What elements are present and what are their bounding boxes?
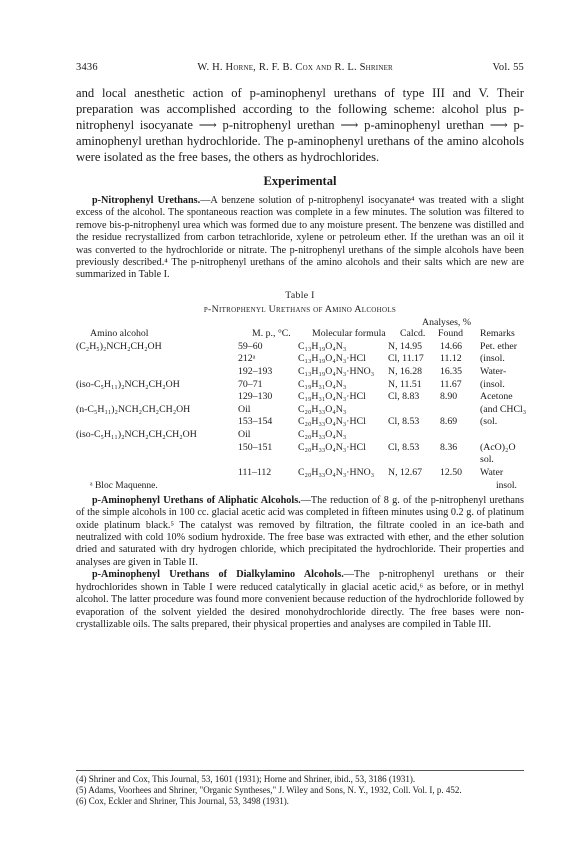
- table-cell: C₂₀H₃₃O₄N₃·HNO₃: [298, 466, 375, 478]
- table-cell: C₁₃H₁₉O₄N₃: [298, 340, 347, 352]
- running-authors: W. H. Horne, R. F. B. Cox and R. L. Shriner: [197, 62, 393, 73]
- table-cell: 8.90: [440, 391, 458, 403]
- table-cell: 12.50: [440, 466, 463, 478]
- table-cell: 11.12: [440, 353, 462, 365]
- column-header: Remarks: [480, 327, 515, 339]
- footnote: (4) Shriner and Cox, This Journal, 53, 1601 (1931); Horne and Shriner, ibid., 53, 3186 (1931).: [76, 774, 416, 784]
- table-cell: (iso-C₅H₁₁)₂NCH₂CH₂OH: [76, 378, 180, 390]
- table-cell: C₂₀H₃₃O₄N₃: [298, 429, 347, 441]
- analyses-header: Analyses, %: [422, 316, 471, 328]
- footnote: (5) Adams, Voorhees and Shriner, "Organic Syntheses," J. Wiley and Sons, N. Y., 1932, Coll. Vol. I, p. 452.: [76, 785, 462, 795]
- table-cell: Water-: [480, 366, 507, 378]
- table-cell: sol.: [480, 454, 494, 466]
- aliphatic-paragraph: [76, 495, 524, 569]
- table-cell: Cl, 8.53: [388, 416, 420, 428]
- paragraph-lead: p-Nitrophenyl Urethans.: [92, 195, 201, 206]
- table-cell: (and CHCl₃: [480, 403, 527, 415]
- column-header: Amino alcohol: [90, 327, 149, 339]
- paragraph-lead: p-Aminophenyl Urethans of Aliphatic Alcohols.: [92, 494, 301, 506]
- table-cell: N, 16.28: [388, 366, 423, 378]
- table-cell: C₂₀H₃₃O₄N₃·HCl: [298, 441, 366, 453]
- table-cell: C₁₃H₁₉O₄N₃·HCl: [298, 353, 366, 365]
- intro-paragraph: and local anesthetic action of p-aminophenyl urethans of type III and V. Their preparation was accomplished according to the following scheme: alcohol plus p-nitrophenyl isocyanate ⟶ p-nitrophenyl urethan ⟶ p-aminophenyl urethan ⟶ p-aminophenyl urethan hydrochloride. The p-aminophenyl urethans of the amino alcohols were isolated as the free bases, the others as hydrochlorides.: [76, 86, 524, 164]
- table-cell: Acetone: [480, 391, 513, 403]
- footnote: (6) Cox, Eckler and Shriner, This Journal, 53, 3498 (1931).: [76, 796, 289, 806]
- table-cell: Oil: [238, 429, 251, 441]
- column-header: Calcd.: [400, 327, 426, 339]
- table-footnote: ᵃ Bloc Maquenne.: [90, 480, 158, 491]
- footnote-rule: [76, 770, 524, 771]
- table-cell: C₁₉H₃₁O₄N₃·HCl: [298, 391, 366, 403]
- table-cell: 111–112: [238, 466, 272, 478]
- table-cell: C₁₃H₁₉O₄N₃·HNO₃: [298, 366, 375, 378]
- journal-page: [76, 62, 527, 631]
- table-cell: 70–71: [238, 378, 263, 390]
- table-cell: 59–60: [238, 340, 263, 352]
- table-cell: 11.67: [440, 378, 462, 390]
- table-cell: (iso-C₅H₁₁)₂NCH₂CH₂CH₂OH: [76, 429, 197, 441]
- table-cell: N, 14.95: [388, 340, 423, 352]
- volume-label: Vol. 55: [492, 62, 524, 73]
- table-cell: (insol.: [480, 378, 505, 390]
- table-cell: 14.66: [440, 340, 463, 352]
- table-cell: Cl, 11.17: [388, 353, 424, 365]
- table-cell: 212ᵃ: [238, 353, 256, 365]
- table-cell: Cl, 8.83: [388, 391, 420, 403]
- paragraph-lead: p-Aminophenyl Urethans of Dialkylamino Alcohols.: [92, 569, 344, 581]
- table-cell: (insol.: [480, 353, 505, 365]
- paragraph-body: —A benzene solution of p-nitrophenyl isocyanate⁴ was treated with a slight excess of the alcohol. The spontaneous reaction was complete in a few minutes. The solution was filtered to remove bis-p-nitrophenyl urea which was formed due to any moisture present. The benzene was distilled and the residue recrystallized from carbon tetrachloride, xylene or petroleum ether. If the urethan was an oil it was converted to the hydrochloride or nitrate. The p-nitrophenyl urethans of the simple alcohols have been previously described.⁴ The p-nitrophenyl urethans of the amino alcohols and their salts which are new are summarized in Table I.: [76, 195, 525, 281]
- table-cell: 8.69: [440, 416, 458, 428]
- table-cell: (n-C₅H₁₁)₂NCH₂CH₂CH₂OH: [76, 403, 191, 415]
- running-header: [76, 62, 524, 73]
- table-cell: 16.35: [440, 366, 463, 378]
- table-cell: Oil: [238, 403, 251, 415]
- table-title: p-Nitrophenyl Urethans of Amino Alcohols: [203, 303, 397, 315]
- section-heading: Experimental: [263, 174, 337, 188]
- dialkylamino-paragraph: [76, 569, 524, 631]
- column-header: M. p., °C.: [252, 327, 291, 339]
- table-cell: 192–193: [238, 366, 273, 378]
- data-table: [76, 316, 527, 495]
- column-header: Found: [438, 327, 464, 339]
- table-cell: C₂₀H₃₃O₄N₃·HCl: [298, 416, 366, 428]
- table-cell: (C₂H₅)₂NCH₂CH₂OH: [76, 340, 162, 352]
- table-caption: Table I: [285, 289, 315, 301]
- table-cell: 8.36: [440, 441, 458, 453]
- page-number: 3436: [76, 62, 98, 73]
- table-cell: (AcO)₂O: [480, 441, 516, 453]
- table-cell: Pet. ether: [480, 340, 517, 352]
- table-cell: N, 12.67: [388, 466, 423, 478]
- table-cell: (sol.: [480, 416, 498, 428]
- nitrophenyl-paragraph: [76, 195, 524, 282]
- table-cell: Water: [480, 466, 504, 478]
- paragraph-body: —The reduction of 8 g. of the p-nitrophenyl urethans of the simple alcohols in 100 cc. glacial acetic acid was completed in fifteen minutes using 0.2 g. of platinum oxide platinum black.⁵ The catalyst was removed by filtration, the filtrate cooled in an ice-bath and neutralized with cold 10% sodium hydroxide. The free base was extracted with ether, and the ether solution dried and saturated with dry hydrogen chloride, which precipitated the hydrochloride. Their properties and analyses are given in Table II.: [76, 494, 524, 568]
- table-cell: N, 11.51: [388, 378, 422, 390]
- column-header: Molecular formula: [312, 327, 386, 339]
- table-cell: 129–130: [238, 391, 273, 403]
- table-cell: Cl, 8.53: [388, 441, 420, 453]
- footnotes: [76, 770, 524, 807]
- table-cell: C₂₀H₃₃O₄N₃: [298, 403, 347, 415]
- table-cell: C₁₉H₃₁O₄N₃: [298, 378, 347, 390]
- table-cell: 150–151: [238, 441, 273, 453]
- table-cell: 153–154: [238, 416, 273, 428]
- table-footnote-remark: insol.: [496, 480, 517, 491]
- paragraph-body: —The p-nitrophenyl urethans or their hydrochlorides shown in Table I were reduced catalytically in glacial acetic acid,⁶ as before, or in methyl alcohol. The latter procedure was found more convenient because reduction of the hydrochloride followed by evaporation of the solvent yielded the desired monohydrochloride directly. The free bases were non-crystallizable oils. The salts prepared, their physical properties and analyses are compiled in Table III.: [76, 569, 524, 630]
